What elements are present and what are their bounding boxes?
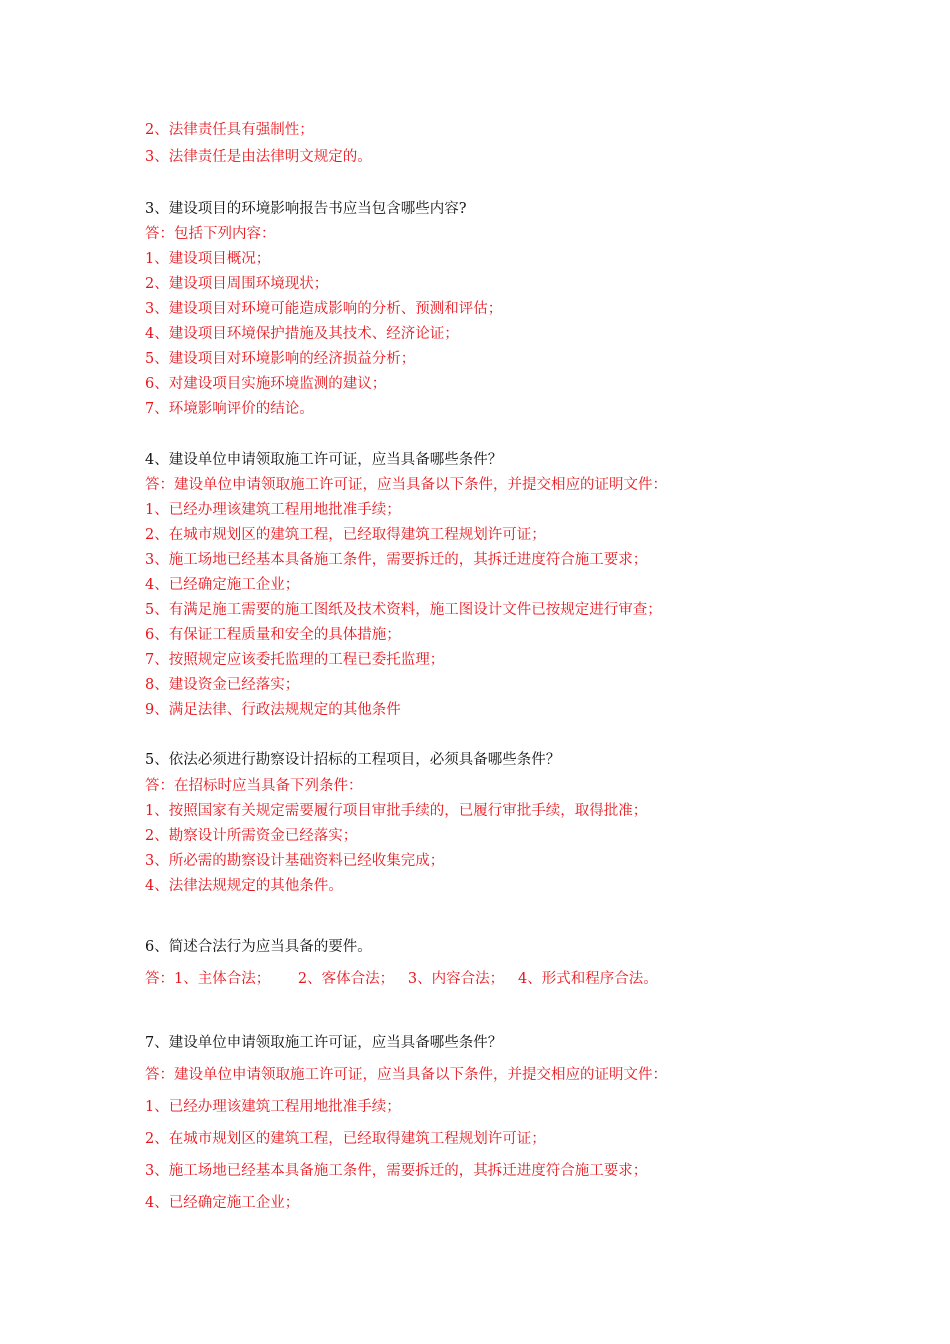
answer-line: 1、已经办理该建筑工程用地批准手续；: [145, 502, 401, 518]
answer-line: 4、已经确定施工企业；: [145, 577, 300, 593]
question-line: 5、依法必须进行勘察设计招标的工程项目，必须具备哪些条件？: [145, 752, 561, 768]
answer-line: 5、有满足施工需要的施工图纸及技术资料，施工图设计文件已按规定进行审查；: [145, 602, 662, 618]
answer-line: 5、建设项目对环境影响的经济损益分析；: [145, 351, 416, 367]
answer-line: 1、已经办理该建筑工程用地批准手续；: [145, 1099, 401, 1115]
answer-line: 7、环境影响评价的结论。: [145, 401, 314, 417]
answer-line: 答：包括下列内容：: [145, 226, 276, 242]
answer-line: 8、建设资金已经落实；: [145, 677, 300, 693]
answer-line: 4、建设项目环境保护措施及其技术、经济论证；: [145, 326, 459, 342]
answer-line: 2、在城市规划区的建筑工程，已经取得建筑工程规划许可证；: [145, 1131, 546, 1147]
answer-line: 3、所必需的勘察设计基础资料已经收集完成；: [145, 853, 445, 869]
answer-line: 4、法律法规规定的其他条件。: [145, 878, 343, 894]
answer-line: 答：建设单位申请领取施工许可证，应当具备以下条件，并提交相应的证明文件：: [145, 1067, 667, 1083]
answer-line: 2、法律责任具有强制性；: [145, 122, 314, 138]
answer-line: 答：1、主体合法； 2、客体合法； 3、内容合法； 4、形式和程序合法。: [145, 971, 658, 987]
answer-line: 6、对建设项目实施环境监测的建议；: [145, 376, 387, 392]
answer-line: 9、满足法律、行政法规规定的其他条件: [145, 702, 401, 718]
answer-line: 答：在招标时应当具备下列条件：: [145, 778, 363, 794]
question-line: 4、建设单位申请领取施工许可证，应当具备哪些条件？: [145, 452, 503, 468]
answer-line: 3、施工场地已经基本具备施工条件，需要拆迁的，其拆迁进度符合施工要求；: [145, 1163, 648, 1179]
answer-line: 3、建设项目对环境可能造成影响的分析、预测和评估；: [145, 301, 503, 317]
question-line: 3、建设项目的环境影响报告书应当包含哪些内容?: [145, 201, 467, 217]
answer-line: 2、勘察设计所需资金已经落实；: [145, 828, 358, 844]
answer-line: 3、法律责任是由法律明文规定的。: [145, 149, 372, 165]
answer-line: 答：建设单位申请领取施工许可证，应当具备以下条件，并提交相应的证明文件：: [145, 477, 667, 493]
answer-line: 2、建设项目周围环境现状；: [145, 276, 329, 292]
answer-line: 7、按照规定应该委托监理的工程已委托监理；: [145, 652, 445, 668]
answer-line: 2、在城市规划区的建筑工程，已经取得建筑工程规划许可证；: [145, 527, 546, 543]
question-line: 6、简述合法行为应当具备的要件。: [145, 939, 372, 955]
answer-line: 6、有保证工程质量和安全的具体措施；: [145, 627, 401, 643]
answer-line: 3、施工场地已经基本具备施工条件，需要拆迁的，其拆迁进度符合施工要求；: [145, 552, 648, 568]
answer-line: 1、建设项目概况；: [145, 251, 271, 267]
question-line: 7、建设单位申请领取施工许可证，应当具备哪些条件？: [145, 1035, 503, 1051]
answer-line: 4、已经确定施工企业；: [145, 1195, 300, 1211]
answer-line: 1、按照国家有关规定需要履行项目审批手续的，已履行审批手续，取得批准；: [145, 803, 648, 819]
